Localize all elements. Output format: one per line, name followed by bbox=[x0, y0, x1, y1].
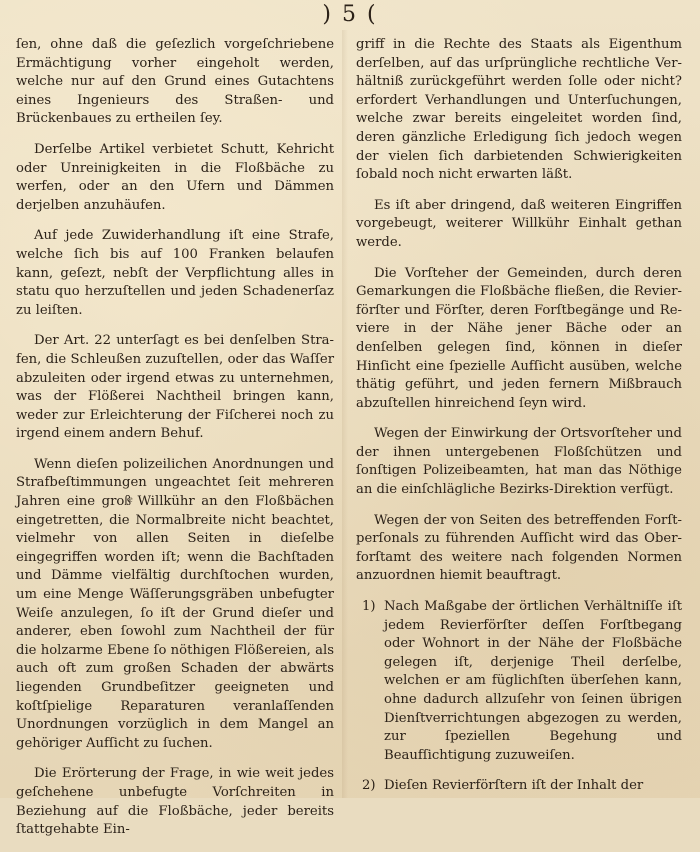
list-item-text: Dieſen Revierförſtern iſt der Inhalt der bbox=[384, 778, 644, 794]
list-item-number: 2) bbox=[362, 778, 376, 794]
paragraph: Die Erörterung der Frage, in wie weit jedes geſchehene unbefugte Vorſchreiten in Beziehung auf die Floßbäche, jeder bereits ſtattgehabte Ein- bbox=[16, 766, 334, 838]
list-item bbox=[356, 598, 682, 765]
right-column bbox=[356, 36, 682, 808]
paragraph: ſen, ohne daß die geſezlich vorgeſchriebene Ermächtigung vorher eingeholt werden, welche nur auf den Grund eines Gutachtens eines Ingenieurs des Straßen- und Brückenbaues zu ertheilen ſey. bbox=[16, 37, 334, 127]
paragraph: Es iſt aber dringend, daß weiteren Eingriffen vorgebeugt, weiterer Willkühr Einhalt gethan werde. bbox=[356, 197, 682, 250]
paragraph: Wegen der von Seiten des betreffenden Forſtperſonals zu führenden Aufſicht wird das Oberforſtamt des weitere nach folgenden Normen anzuordnen hiemit beauftragt. bbox=[356, 512, 682, 584]
paragraph: griff in die Rechte des Staats als Eigenthum derſelben, auf das urſprüngliche rechtliche Verhältniß zurückgeführt werden ſolle oder nicht? erfordert Verhandlungen und Unterſuchungen, welche zwar bereits eingeleitet worden ſind, deren gänzliche Erledigung ſich jedoch wegen der vielen ſich darbietenden Schwierigkeiten ſobald noch nicht erwarten läßt. bbox=[356, 37, 682, 183]
paragraph: Wenn dieſen polizeilichen Anordnungen und Strafbeſtimmungen ungeachtet ſeit mehreren Jahren eine großͤ Willkühr an den Floßbächen eingetretten, die Normalbreite nicht beachtet, vielmehr von allen Seiten in dieſelbe eingegriffen worden iſt; wenn die Bachſtaden und Dämme vielfältig durchſtochen wurden, um eine Menge Wäſſerungsgräben unbefugter Weiſe anzulegen, ſo iſt der Grund dieſer und anderer, eben ſowohl zum Nachtheil der für die holzarme Ebene ſo nöthigen Flößereien, als auch oft zum großen Schaden der abwärts liegenden Grundbeſitzer geeigneten und koſtſpielige Reparaturen veranlaſſenden Unordnungen vorzüglich in dem Mangel an gehöriger Aufſicht zu ſuchen. bbox=[16, 456, 334, 751]
paragraph: Derſelbe Artikel verbietet Schutt, Kehricht oder Unreinigkeiten in die Floßbäche zu werfen, oder an den Ufern und Dämmen derjelben anzuhäufen. bbox=[16, 141, 334, 213]
paragraph: Auf jede Zuwiderhandlung iſt eine Strafe, welche ſich bis auf 100 Franken belaufen kann, geſezt, nebſt der Verpflichtung alles in statu quo herzuſtellen und jeden Schadenerſaz zu leiſten. bbox=[16, 228, 334, 318]
page-gutter bbox=[342, 30, 348, 798]
list-item bbox=[356, 777, 682, 796]
page-number: ) 5 ( bbox=[322, 2, 378, 27]
paragraph: Der Art. 22 unterſagt es bei denſelben Strafen, die Schleußen zuzuſtellen, oder das Waſſer abzuleiten oder irgend etwas zu unternehmen, was der Flößerei Nachtheil bringen kann, weder zur Erleichterung der Fiſcherei noch zu irgend einem andern Behuf. bbox=[16, 333, 334, 442]
paragraph: Die Vorſteher der Gemeinden, durch deren Gemarkungen die Floßbäche fließen, die Revierförſter und Förſter, deren Forſtbegänge und Reviere in der Nähe jener Bäche oder an denſelben gelegen ſind, können in dieſer Hinſicht eine ſpezielle Aufſicht ausüben, welche thätig geführt, und jeden fernern Mißbrauch abzuſtellen hinreichend ſeyn wird. bbox=[356, 265, 682, 411]
paragraph: Wegen der Einwirkung der Ortsvorſteher und der ihnen untergebenen Floßſchützen und ſonſtigen Polizeibeamten, hat man das Nöthige an die einſchlägliche Bezirks-Direktion verfügt. bbox=[356, 426, 682, 498]
list-item-text: Nach Maßgabe der örtlichen Verhältniſſe iſt jedem Revierförſter deſſen Forſtbegang oder Wohnort in der Nähe der Floßbäche gelegen iſt, derjenige Theil derſelbe, welchen er am füglichſten überſehen kann, ohne dadurch allzuſehr von ſeinen übrigen Dienſtverrichtungen abgezogen zu werden, zur ſpeziellen Begehung und Beaufſichtigung zuzuweiſen. bbox=[384, 599, 682, 763]
left-column bbox=[16, 36, 334, 852]
list-item-number: 1) bbox=[362, 599, 376, 615]
